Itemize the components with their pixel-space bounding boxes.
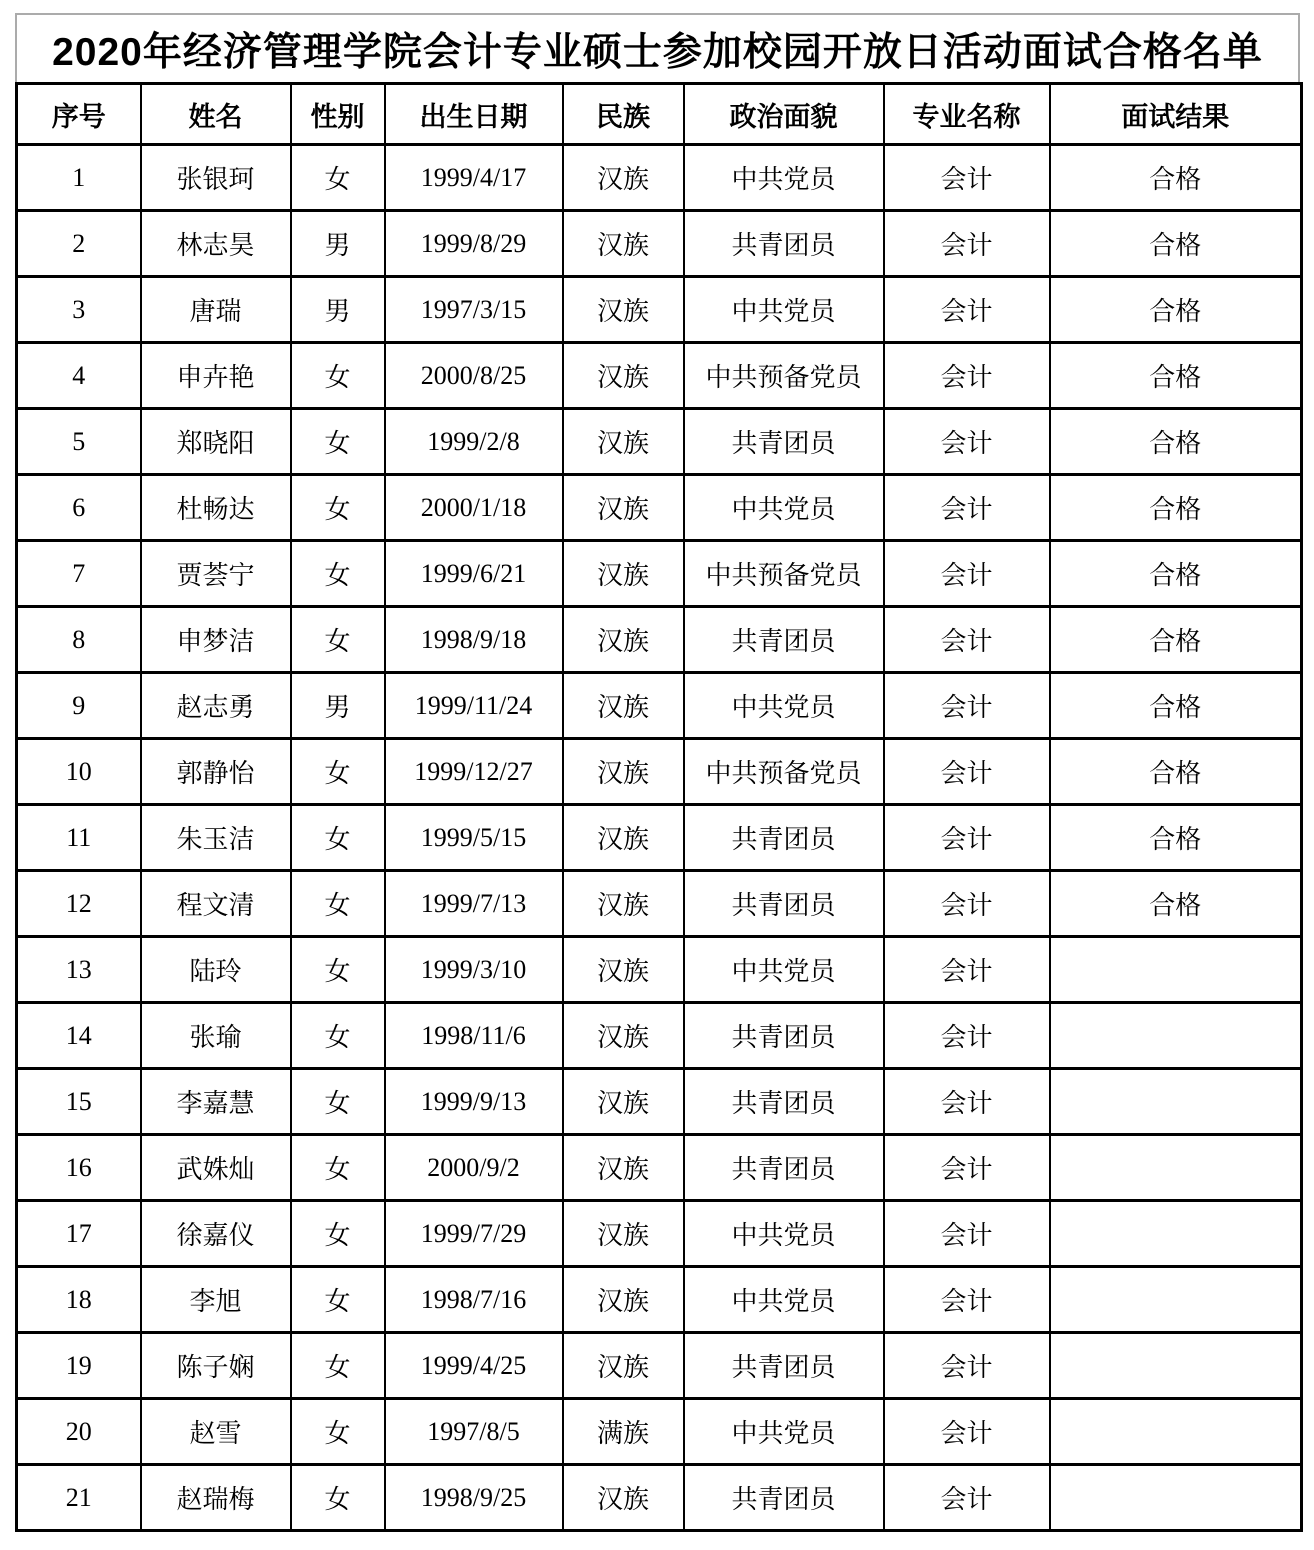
- cell-political-status: 中共党员: [684, 1399, 884, 1465]
- cell-political-status: 中共党员: [684, 277, 884, 343]
- cell-name: 申卉艳: [141, 343, 291, 409]
- cell-index: 12: [17, 871, 141, 937]
- table-row: [17, 1201, 1302, 1267]
- table-row: [17, 1465, 1302, 1531]
- table-content-area: [15, 13, 1300, 1532]
- cell-major: 会计: [884, 1465, 1050, 1531]
- cell-name: 赵志勇: [141, 673, 291, 739]
- cell-major: 会计: [884, 541, 1050, 607]
- cell-birthdate: 1999/8/29: [385, 211, 563, 277]
- table-row: [17, 937, 1302, 1003]
- cell-birthdate: 1999/4/17: [385, 145, 563, 211]
- cell-index: 3: [17, 277, 141, 343]
- cell-gender: 女: [291, 1333, 385, 1399]
- cell-index: 18: [17, 1267, 141, 1333]
- table-body: [17, 145, 1302, 1531]
- cell-ethnicity: 汉族: [563, 475, 684, 541]
- cell-birthdate: 2000/1/18: [385, 475, 563, 541]
- cell-interview-result: 合格: [1050, 805, 1302, 871]
- cell-political-status: 中共预备党员: [684, 343, 884, 409]
- cell-name: 郑晓阳: [141, 409, 291, 475]
- cell-interview-result: 合格: [1050, 607, 1302, 673]
- column-header-political-status: 政治面貌: [684, 84, 884, 145]
- cell-name: 杜畅达: [141, 475, 291, 541]
- table-row: [17, 673, 1302, 739]
- cell-name: 张银珂: [141, 145, 291, 211]
- cell-birthdate: 1998/9/25: [385, 1465, 563, 1531]
- cell-index: 2: [17, 211, 141, 277]
- cell-gender: 女: [291, 1201, 385, 1267]
- cell-political-status: 中共预备党员: [684, 739, 884, 805]
- cell-political-status: 中共党员: [684, 937, 884, 1003]
- cell-index: 7: [17, 541, 141, 607]
- cell-name: 徐嘉仪: [141, 1201, 291, 1267]
- column-header-ethnicity: 民族: [563, 84, 684, 145]
- header-row: [17, 84, 1302, 145]
- cell-name: 林志昊: [141, 211, 291, 277]
- cell-interview-result: [1050, 1135, 1302, 1201]
- cell-political-status: 中共党员: [684, 1201, 884, 1267]
- cell-birthdate: 1999/12/27: [385, 739, 563, 805]
- cell-political-status: 共青团员: [684, 1465, 884, 1531]
- cell-interview-result: [1050, 1003, 1302, 1069]
- cell-major: 会计: [884, 145, 1050, 211]
- cell-major: 会计: [884, 211, 1050, 277]
- cell-ethnicity: 汉族: [563, 871, 684, 937]
- cell-ethnicity: 汉族: [563, 1267, 684, 1333]
- cell-birthdate: 1999/4/25: [385, 1333, 563, 1399]
- cell-interview-result: 合格: [1050, 673, 1302, 739]
- table-row: [17, 739, 1302, 805]
- table-row: [17, 475, 1302, 541]
- cell-political-status: 中共预备党员: [684, 541, 884, 607]
- cell-ethnicity: 汉族: [563, 277, 684, 343]
- cell-ethnicity: 汉族: [563, 673, 684, 739]
- cell-political-status: 中共党员: [684, 475, 884, 541]
- table-row: [17, 409, 1302, 475]
- cell-political-status: 共青团员: [684, 1069, 884, 1135]
- cell-political-status: 共青团员: [684, 871, 884, 937]
- table-row: [17, 343, 1302, 409]
- cell-major: 会计: [884, 673, 1050, 739]
- cell-birthdate: 1999/9/13: [385, 1069, 563, 1135]
- cell-index: 21: [17, 1465, 141, 1531]
- cell-name: 赵瑞梅: [141, 1465, 291, 1531]
- cell-interview-result: [1050, 1333, 1302, 1399]
- cell-ethnicity: 汉族: [563, 1003, 684, 1069]
- cell-major: 会计: [884, 1333, 1050, 1399]
- cell-birthdate: 1999/11/24: [385, 673, 563, 739]
- column-header-index: 序号: [17, 84, 141, 145]
- cell-interview-result: [1050, 1069, 1302, 1135]
- cell-major: 会计: [884, 607, 1050, 673]
- cell-major: 会计: [884, 1135, 1050, 1201]
- cell-political-status: 中共党员: [684, 673, 884, 739]
- table-row: [17, 1003, 1302, 1069]
- cell-interview-result: 合格: [1050, 211, 1302, 277]
- cell-political-status: 中共党员: [684, 145, 884, 211]
- cell-name: 唐瑞: [141, 277, 291, 343]
- cell-birthdate: 1997/3/15: [385, 277, 563, 343]
- cell-index: 11: [17, 805, 141, 871]
- cell-name: 武姝灿: [141, 1135, 291, 1201]
- column-header-gender: 性别: [291, 84, 385, 145]
- column-header-birthdate: 出生日期: [385, 84, 563, 145]
- cell-name: 申梦洁: [141, 607, 291, 673]
- cell-major: 会计: [884, 475, 1050, 541]
- cell-name: 张瑜: [141, 1003, 291, 1069]
- table-row: [17, 1333, 1302, 1399]
- cell-birthdate: 1999/5/15: [385, 805, 563, 871]
- cell-major: 会计: [884, 871, 1050, 937]
- cell-name: 李嘉慧: [141, 1069, 291, 1135]
- cell-gender: 女: [291, 475, 385, 541]
- cell-birthdate: 1999/3/10: [385, 937, 563, 1003]
- cell-index: 5: [17, 409, 141, 475]
- cell-major: 会计: [884, 343, 1050, 409]
- cell-major: 会计: [884, 1201, 1050, 1267]
- cell-gender: 女: [291, 805, 385, 871]
- cell-gender: 女: [291, 1465, 385, 1531]
- cell-political-status: 共青团员: [684, 1003, 884, 1069]
- cell-ethnicity: 汉族: [563, 1069, 684, 1135]
- cell-interview-result: 合格: [1050, 871, 1302, 937]
- page-title: 2020年经济管理学院会计专业硕士参加校园开放日活动面试合格名单: [15, 13, 1300, 82]
- cell-ethnicity: 汉族: [563, 145, 684, 211]
- cell-major: 会计: [884, 1069, 1050, 1135]
- cell-gender: 女: [291, 541, 385, 607]
- cell-major: 会计: [884, 1399, 1050, 1465]
- cell-index: 13: [17, 937, 141, 1003]
- cell-political-status: 共青团员: [684, 607, 884, 673]
- cell-gender: 女: [291, 937, 385, 1003]
- table-row: [17, 145, 1302, 211]
- cell-index: 10: [17, 739, 141, 805]
- cell-political-status: 共青团员: [684, 805, 884, 871]
- cell-gender: 女: [291, 739, 385, 805]
- table-row: [17, 541, 1302, 607]
- table-row: [17, 805, 1302, 871]
- cell-gender: 女: [291, 1069, 385, 1135]
- cell-ethnicity: 汉族: [563, 739, 684, 805]
- cell-gender: 男: [291, 211, 385, 277]
- cell-major: 会计: [884, 937, 1050, 1003]
- table-row: [17, 1069, 1302, 1135]
- cell-gender: 女: [291, 1135, 385, 1201]
- cell-major: 会计: [884, 805, 1050, 871]
- cell-name: 赵雪: [141, 1399, 291, 1465]
- cell-interview-result: [1050, 937, 1302, 1003]
- cell-major: 会计: [884, 409, 1050, 475]
- cell-gender: 女: [291, 409, 385, 475]
- cell-index: 15: [17, 1069, 141, 1135]
- cell-gender: 女: [291, 1267, 385, 1333]
- cell-interview-result: [1050, 1267, 1302, 1333]
- cell-interview-result: 合格: [1050, 475, 1302, 541]
- cell-birthdate: 1999/7/29: [385, 1201, 563, 1267]
- cell-birthdate: 2000/9/2: [385, 1135, 563, 1201]
- cell-ethnicity: 汉族: [563, 607, 684, 673]
- cell-birthdate: 1998/9/18: [385, 607, 563, 673]
- cell-ethnicity: 满族: [563, 1399, 684, 1465]
- column-header-interview-result: 面试结果: [1050, 84, 1302, 145]
- cell-ethnicity: 汉族: [563, 1201, 684, 1267]
- cell-major: 会计: [884, 1267, 1050, 1333]
- table-row: [17, 1135, 1302, 1201]
- cell-interview-result: [1050, 1201, 1302, 1267]
- cell-index: 4: [17, 343, 141, 409]
- cell-name: 李旭: [141, 1267, 291, 1333]
- cell-gender: 男: [291, 277, 385, 343]
- cell-interview-result: 合格: [1050, 541, 1302, 607]
- cell-political-status: 中共党员: [684, 1267, 884, 1333]
- cell-index: 17: [17, 1201, 141, 1267]
- cell-name: 郭静怡: [141, 739, 291, 805]
- cell-major: 会计: [884, 739, 1050, 805]
- cell-name: 陈子娴: [141, 1333, 291, 1399]
- cell-political-status: 共青团员: [684, 409, 884, 475]
- table-row: [17, 607, 1302, 673]
- cell-birthdate: 2000/8/25: [385, 343, 563, 409]
- cell-index: 16: [17, 1135, 141, 1201]
- cell-ethnicity: 汉族: [563, 409, 684, 475]
- cell-ethnicity: 汉族: [563, 1333, 684, 1399]
- table-row: [17, 1399, 1302, 1465]
- cell-gender: 女: [291, 1399, 385, 1465]
- cell-index: 9: [17, 673, 141, 739]
- interview-roster-table: [15, 82, 1303, 1532]
- cell-political-status: 共青团员: [684, 1333, 884, 1399]
- cell-gender: 女: [291, 871, 385, 937]
- cell-index: 6: [17, 475, 141, 541]
- cell-name: 陆玲: [141, 937, 291, 1003]
- cell-gender: 女: [291, 607, 385, 673]
- cell-interview-result: [1050, 1465, 1302, 1531]
- cell-interview-result: 合格: [1050, 277, 1302, 343]
- cell-interview-result: [1050, 1399, 1302, 1465]
- table-row: [17, 871, 1302, 937]
- cell-gender: 女: [291, 1003, 385, 1069]
- cell-political-status: 共青团员: [684, 211, 884, 277]
- cell-index: 8: [17, 607, 141, 673]
- cell-interview-result: 合格: [1050, 145, 1302, 211]
- cell-political-status: 共青团员: [684, 1135, 884, 1201]
- cell-ethnicity: 汉族: [563, 805, 684, 871]
- cell-birthdate: 1997/8/5: [385, 1399, 563, 1465]
- cell-ethnicity: 汉族: [563, 1465, 684, 1531]
- table-row: [17, 211, 1302, 277]
- table-row: [17, 1267, 1302, 1333]
- cell-ethnicity: 汉族: [563, 1135, 684, 1201]
- cell-ethnicity: 汉族: [563, 343, 684, 409]
- cell-interview-result: 合格: [1050, 343, 1302, 409]
- cell-birthdate: 1999/7/13: [385, 871, 563, 937]
- cell-major: 会计: [884, 277, 1050, 343]
- cell-ethnicity: 汉族: [563, 541, 684, 607]
- cell-gender: 女: [291, 145, 385, 211]
- cell-name: 贾荟宁: [141, 541, 291, 607]
- cell-major: 会计: [884, 1003, 1050, 1069]
- cell-interview-result: 合格: [1050, 739, 1302, 805]
- cell-name: 朱玉洁: [141, 805, 291, 871]
- cell-birthdate: 1998/7/16: [385, 1267, 563, 1333]
- cell-index: 20: [17, 1399, 141, 1465]
- cell-birthdate: 1999/2/8: [385, 409, 563, 475]
- cell-ethnicity: 汉族: [563, 937, 684, 1003]
- cell-index: 1: [17, 145, 141, 211]
- cell-interview-result: 合格: [1050, 409, 1302, 475]
- cell-gender: 女: [291, 343, 385, 409]
- cell-gender: 男: [291, 673, 385, 739]
- table-header: [17, 84, 1302, 145]
- cell-ethnicity: 汉族: [563, 211, 684, 277]
- column-header-name: 姓名: [141, 84, 291, 145]
- cell-index: 14: [17, 1003, 141, 1069]
- cell-index: 19: [17, 1333, 141, 1399]
- table-row: [17, 277, 1302, 343]
- cell-birthdate: 1999/6/21: [385, 541, 563, 607]
- cell-birthdate: 1998/11/6: [385, 1003, 563, 1069]
- column-header-major: 专业名称: [884, 84, 1050, 145]
- cell-name: 程文清: [141, 871, 291, 937]
